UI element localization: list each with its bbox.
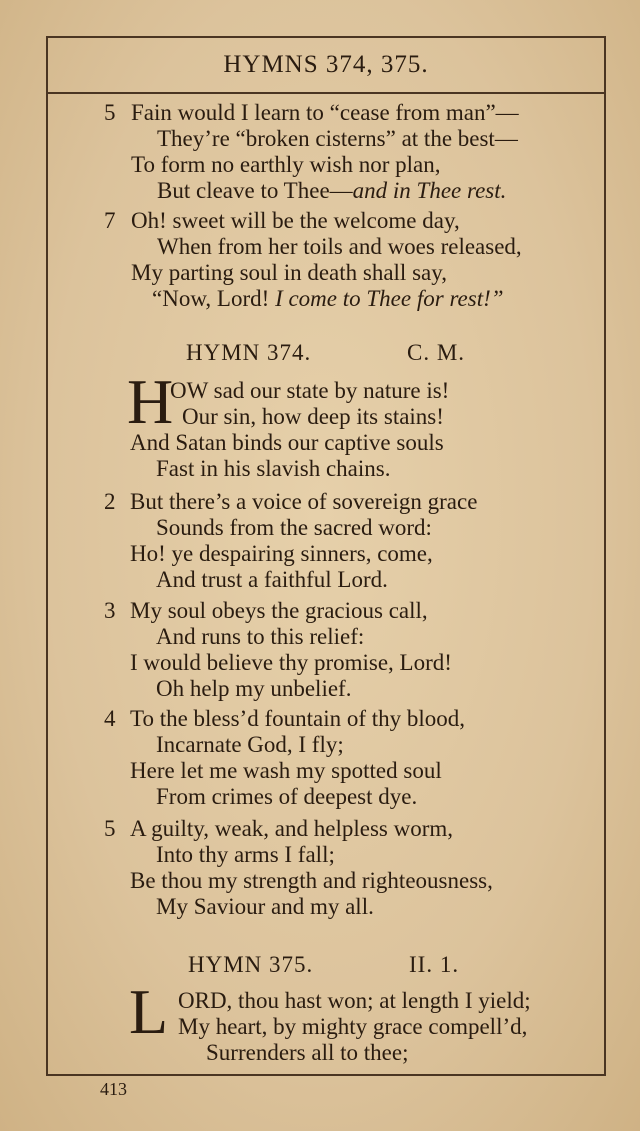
verse-line: To the bless’d fountain of thy blood,: [130, 706, 466, 731]
header-title: HYMNS 374, 375.: [223, 51, 429, 78]
verse-line: My parting soul in death shall say,: [131, 260, 447, 285]
hymn-meter: II. 1.: [409, 952, 460, 977]
verse-number: 5: [104, 816, 116, 841]
verse-number: 2: [104, 489, 116, 514]
verse-line: Fain would I learn to “cease from man”—: [131, 100, 519, 125]
verse-line: Surrenders all to thee;: [206, 1040, 409, 1065]
verse-number: 7: [104, 208, 116, 233]
verse-line: “Now, Lord! I come to Thee for rest!”: [152, 286, 504, 311]
verse-line: Be thou my strength and righteousness,: [130, 868, 493, 893]
page-number: 413: [100, 1079, 127, 1099]
verse-number: 4: [104, 706, 116, 731]
verse-line: Incarnate God, I fly;: [156, 732, 344, 757]
verse-line: Our sin, how deep its stains!: [182, 404, 444, 429]
verse-line: Fast in his slavish chains.: [156, 456, 391, 481]
verse-line: From crimes of deepest dye.: [156, 784, 418, 809]
verse-line: They’re “broken cisterns” at the best—: [157, 126, 518, 151]
verse-line: Sounds from the sacred word:: [156, 515, 432, 540]
verse-line: ORD, thou hast won; at length I yield;: [178, 988, 531, 1013]
verse-line: My heart, by mighty grace compell’d,: [178, 1014, 528, 1039]
verse-line: Ho! ye despairing sinners, come,: [130, 541, 433, 566]
verse-line: Here let me wash my spotted soul: [130, 758, 442, 783]
verse-line: And trust a faithful Lord.: [156, 567, 388, 592]
verse-line: And runs to this relief:: [156, 624, 365, 649]
verse-line: Oh help my unbelief.: [156, 676, 352, 701]
verse-line: When from her toils and woes released,: [157, 234, 522, 259]
verse-line: My Saviour and my all.: [156, 894, 374, 919]
hymn-meter: C. M.: [407, 340, 466, 365]
verse-line: A guilty, weak, and helpless worm,: [130, 816, 454, 841]
verse-line: But cleave to Thee—and in Thee rest.: [157, 178, 507, 203]
verse-line: My soul obeys the gracious call,: [130, 598, 428, 623]
verse-line: Oh! sweet will be the welcome day,: [131, 208, 460, 233]
running-header: [48, 38, 604, 94]
hymn-title: HYMN 374.: [186, 340, 312, 365]
verse-number: 3: [104, 598, 116, 623]
italic-phrase: and in Thee rest.: [352, 178, 507, 203]
verse-line: And Satan binds our captive souls: [130, 430, 444, 455]
verse-line: OW sad our state by nature is!: [170, 378, 450, 403]
verse-line: But there’s a voice of sovereign grace: [130, 489, 478, 514]
drop-cap: L: [129, 976, 169, 1047]
italic-phrase: I come to Thee for rest!”: [275, 286, 504, 311]
verse-line: To form no earthly wish nor plan,: [131, 152, 441, 177]
hymn-title: HYMN 375.: [188, 952, 314, 977]
verse-line: Into thy arms I fall;: [156, 842, 335, 867]
verse-number: 5: [104, 100, 116, 125]
drop-cap: H: [127, 366, 174, 437]
verse-line: I would believe thy promise, Lord!: [130, 650, 452, 675]
